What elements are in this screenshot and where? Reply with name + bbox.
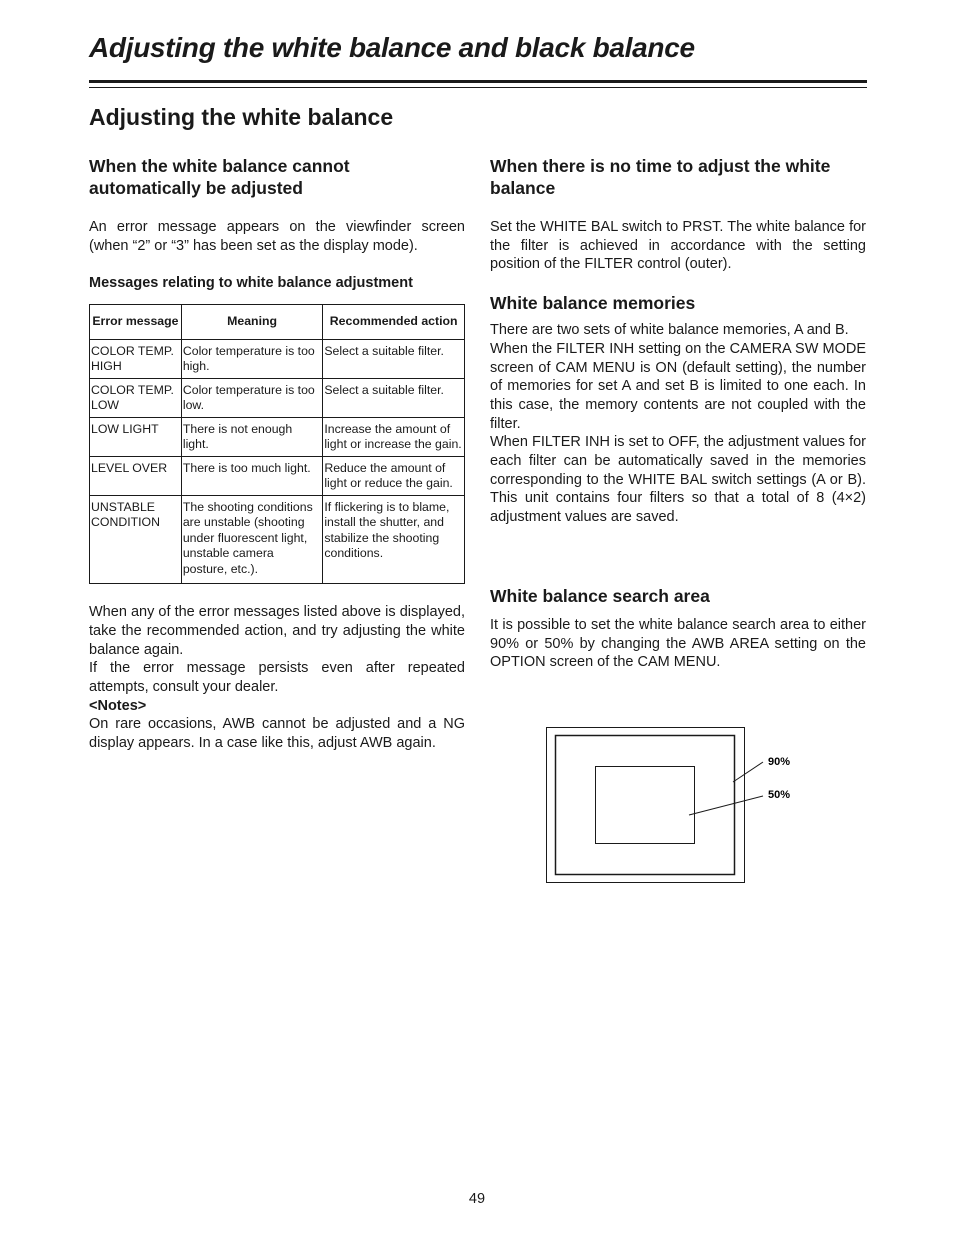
search-area-diagram <box>545 726 805 886</box>
table-row <box>90 339 465 378</box>
notes-label: <Notes> <box>89 697 147 714</box>
memories-text-2: When the FILTER INH setting on the CAMERA SW MODE screen of CAM MENU is ON (default setting), the number of memories for set A and set B is limited to one each. In this case, the memory contents are not coupled with the filter. <box>490 340 866 432</box>
cell-meaning: The shooting conditions are unstable (shooting under fluorescent light, unstable camera posture, etc.). <box>181 495 322 584</box>
label-50: 50% <box>768 789 791 801</box>
after-table-text-1: When any of the error messages listed above is displayed, take the recommended action, and try adjusting the white balance again. <box>89 604 465 658</box>
table-caption: Messages relating to white balance adjustment <box>89 275 413 292</box>
left-column <box>89 155 465 753</box>
right-column <box>490 155 866 672</box>
header-recommended-action: Recommended action <box>323 305 465 340</box>
cell-meaning: There is not enough light. <box>181 417 322 456</box>
cannot-adjust-heading: When the white balance cannot automatically be adjusted <box>89 156 350 198</box>
cell-action: Select a suitable filter. <box>323 339 465 378</box>
search-area-heading: White balance search area <box>490 585 710 606</box>
cell-error: LOW LIGHT <box>90 417 182 456</box>
no-time-text: Set the WHITE BAL switch to PRST. The white balance for the filter is achieved in accordance with the setting position of the FILTER control (outer). <box>490 219 866 273</box>
memories-heading: White balance memories <box>490 293 696 314</box>
after-table-text-2: If the error message persists even after repeated attempts, consult your dealer. <box>89 660 465 695</box>
area-50-box <box>596 767 695 844</box>
cell-action: If flickering is to blame, install the shutter, and stabilize the shooting conditions. <box>323 495 465 584</box>
title-rule <box>89 80 867 83</box>
notes-text: On rare occasions, AWB cannot be adjusted and a NG display appears. In a case like this, adjust AWB again. <box>89 716 465 752</box>
table-row <box>90 495 465 584</box>
cell-error: COLOR TEMP. LOW <box>90 378 182 417</box>
cell-meaning: Color temperature is too low. <box>181 378 322 417</box>
cell-action: Select a suitable filter. <box>323 378 465 417</box>
error-intro-text: An error message appears on the viewfinder screen (when “2” or “3” has been set as the display mode). <box>89 219 465 254</box>
error-message-table <box>89 304 465 584</box>
cell-error: UNSTABLE CONDITION <box>90 495 182 584</box>
title-rule-thin <box>89 87 867 88</box>
cell-error: LEVEL OVER <box>90 456 182 495</box>
leader-line-90 <box>733 762 763 782</box>
cell-action: Reduce the amount of light or reduce the gain. <box>323 456 465 495</box>
section-title: Adjusting the white balance <box>89 104 394 130</box>
header-error-message: Error message <box>90 305 182 340</box>
cell-action: Increase the amount of light or increase the gain. <box>323 417 465 456</box>
table-row <box>90 456 465 495</box>
table-row <box>90 417 465 456</box>
cell-error: COLOR TEMP. HIGH <box>90 339 182 378</box>
table-row <box>90 378 465 417</box>
area-90-box <box>556 736 735 875</box>
cell-meaning: Color temperature is too high. <box>181 339 322 378</box>
no-time-heading: When there is no time to adjust the white balance <box>490 156 831 198</box>
memories-text-3: When FILTER INH is set to OFF, the adjustment values for each filter can be automatically saved in the memories corresponding to the WHITE BAL switch settings (A or B). This unit contains four filters so that a total of 8 (4×2) adjustment values are saved. <box>490 434 866 526</box>
page-number: 49 <box>468 1191 486 1207</box>
page-title: Adjusting the white balance and black balance <box>89 32 695 63</box>
header-meaning: Meaning <box>181 305 322 340</box>
memories-text-1: There are two sets of white balance memories, A and B. <box>490 322 849 339</box>
frame-outer <box>547 728 745 883</box>
table-header-row <box>90 305 465 340</box>
label-90: 90% <box>768 756 791 768</box>
cell-meaning: There is too much light. <box>181 456 322 495</box>
search-area-text: It is possible to set the white balance search area to either 90% or 50% by changing the AWB AREA setting on the OPTION screen of the CAM MENU. <box>490 616 866 671</box>
leader-line-50 <box>689 796 763 815</box>
